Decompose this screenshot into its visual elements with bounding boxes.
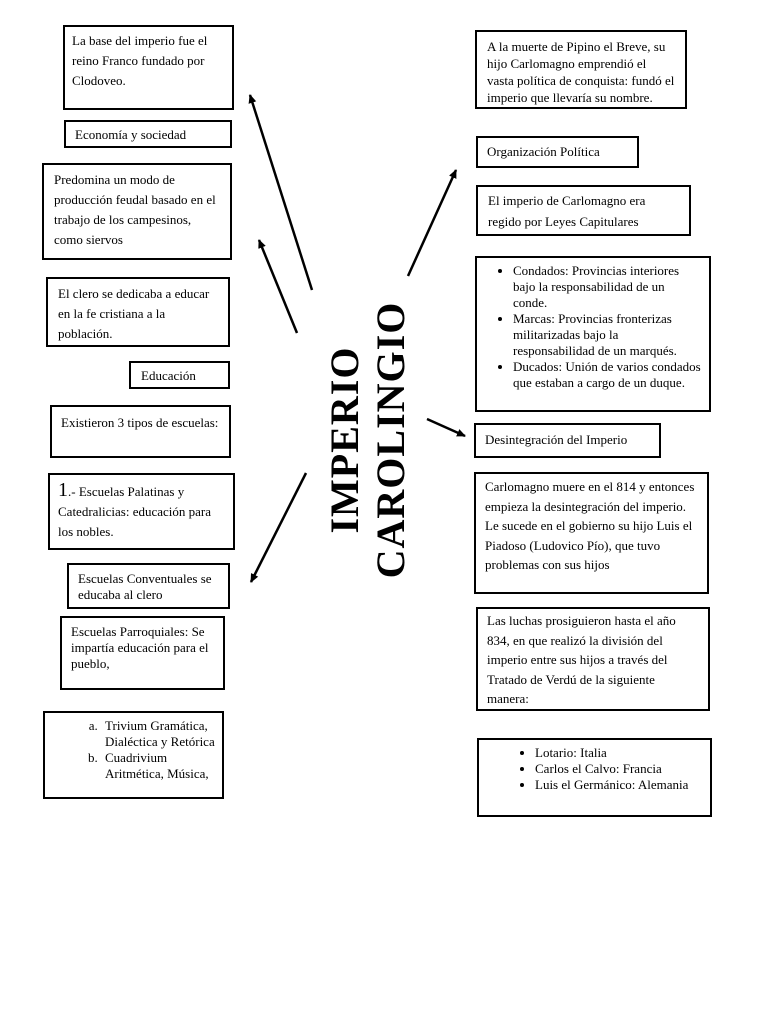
muerte-box: [474, 472, 709, 594]
feudal-text: Predomina un modo de producción feudal basado en el trabajo de los campesinos, como siervos: [54, 172, 216, 247]
leyes-text: El imperio de Carlomagno era regido por Leyes Capitulares: [488, 193, 646, 229]
list-item: • Luis el Germánico: Alemania: [535, 777, 704, 793]
list-item: a. Trivium Gramática, Dialéctica y Retórica: [101, 718, 218, 750]
parroquiales-box: [60, 616, 225, 690]
title-line-2: CAROLINGIO: [368, 301, 413, 579]
tipos-escuelas-text: Existieron 3 tipos de escuelas:: [61, 415, 219, 430]
provincias-list: [485, 263, 701, 391]
provincias-box: [475, 256, 711, 412]
economia-heading: Economía y sociedad: [75, 127, 187, 142]
curriculum-list: [49, 718, 218, 782]
economia-heading-box: [64, 120, 232, 148]
educacion-heading: Educación: [141, 368, 196, 383]
clero-box: [46, 277, 230, 347]
list-item: • Marcas: Provincias fronterizas militarizadas bajo la responsabilidad de un marqués.: [513, 311, 701, 359]
division-list: [483, 745, 704, 793]
tipos-escuelas-box: [50, 405, 231, 458]
title-line-1: IMPERIO: [322, 346, 367, 534]
list-item: • Lotario: Italia: [535, 745, 704, 761]
palatinas-desc: .- Escuelas Palatinas y Catedralicias: educación para los nobles.: [58, 484, 212, 539]
arrow-to-economia: [259, 240, 297, 333]
leyes-box: [476, 185, 691, 236]
arrow-to-educacion: [251, 473, 306, 582]
educacion-heading-box: [129, 361, 230, 389]
conventuales-box: [67, 563, 230, 609]
pipino-box: [475, 30, 687, 109]
base-imperio-text: La base del imperio fue el reino Franco fundado por Clodoveo.: [72, 33, 208, 88]
arrow-to-base: [250, 95, 312, 290]
list-item: • Condados: Provincias interiores bajo la responsabilidad de un conde.: [513, 263, 701, 311]
palatinas-box: [48, 473, 235, 550]
clero-text: El clero se dedicaba a educar en la fe cristiana a la población.: [58, 286, 210, 341]
main-title: [322, 302, 414, 579]
parroquiales-text: Escuelas Parroquiales: Se impartía educación para el pueblo,: [71, 624, 209, 671]
arrow-to-organizacion: [408, 170, 456, 276]
arrow-to-desintegracion: [427, 419, 465, 436]
list-item: • Ducados: Unión de varios condados que estaban a cargo de un duque.: [513, 359, 701, 391]
desintegracion-heading: Desintegración del Imperio: [485, 432, 628, 447]
division-box: [477, 738, 712, 817]
curriculum-box: [43, 711, 224, 799]
muerte-text: Carlomagno muere en el 814 y entonces empieza la desintegración del imperio. Le sucede en el gobierno su hijo Luis el Piadoso (Ludovico Pío), que tuvo problemas con sus hijos: [485, 479, 695, 572]
palatinas-number: 1: [58, 479, 68, 501]
desintegracion-heading-box: [474, 423, 661, 458]
list-item: b. Cuadrivium Aritmética, Música,: [101, 750, 218, 782]
list-item: • Carlos el Calvo: Francia: [535, 761, 704, 777]
pipino-text: A la muerte de Pipino el Breve, su hijo Carlomagno emprendió el vasta política de conquista: fundó el imperio que llevaría su nombre.: [487, 39, 675, 105]
conventuales-text: Escuelas Conventuales se educaba al clero: [78, 571, 212, 602]
feudal-box: [42, 163, 232, 260]
organizacion-heading-box: [476, 136, 639, 168]
organizacion-heading: Organización Política: [487, 144, 600, 159]
base-imperio-box: [63, 25, 234, 110]
luchas-box: [476, 607, 710, 711]
palatinas-text: [58, 480, 225, 542]
luchas-text: Las luchas prosiguieron hasta el año 834, en que realizó la división del imperio entre sus hijos a través del Tratado de Verdú de la siguiente manera:: [487, 613, 676, 706]
